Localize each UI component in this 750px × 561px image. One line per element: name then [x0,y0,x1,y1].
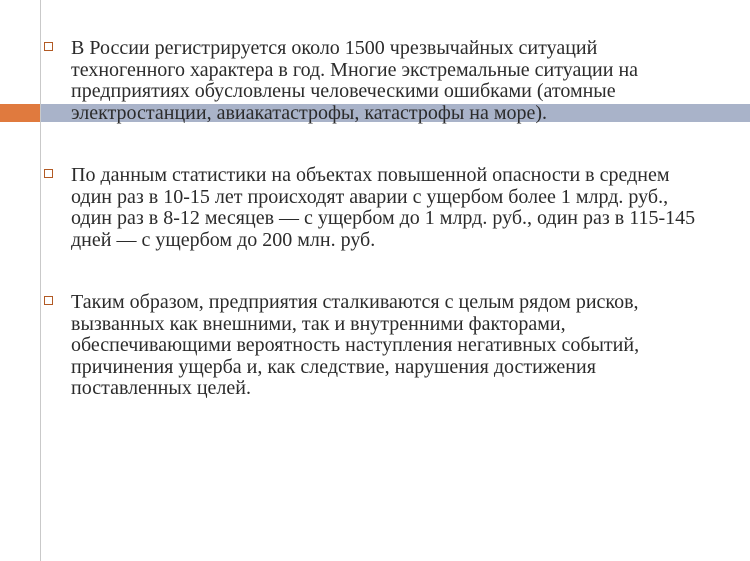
bullet-text: В России регистрируется около 1500 чрезвычайных ситуаций техногенного характера в год. Многие экстремальные ситуации на предприятиях обусловлены человеческими ошибками (атомные электростанции, авиакатастрофы, катастрофы на море). [71,37,639,124]
bullet-item [44,292,714,400]
decorative-band-accent [0,104,40,122]
bullet-text: По данным статистики на объектах повышенной опасности в среднем один раз в 10-15 лет происходят аварии с ущербом более 1 млрд. руб., один раз в 8-12 месяцев — с ущербом до 1 млрд. руб., один раз в 115-145 дней — с ущербом до 200 млн. руб. [71,164,696,251]
square-bullet-icon [44,169,53,178]
square-bullet-icon [44,42,53,51]
bullet-item [44,38,714,124]
bullet-item [44,165,714,251]
bullet-text: Таким образом, предприятия сталкиваются с целым рядом рисков, вызванных как внешними, так и внутренними факторами, обеспечивающими вероятность наступления негативных событий, причинения ущерба и, как следствие, нарушения достижения поставленных целей. [71,291,640,399]
bullet-list [44,38,714,400]
left-guide-line [40,0,41,561]
square-bullet-icon [44,296,53,305]
